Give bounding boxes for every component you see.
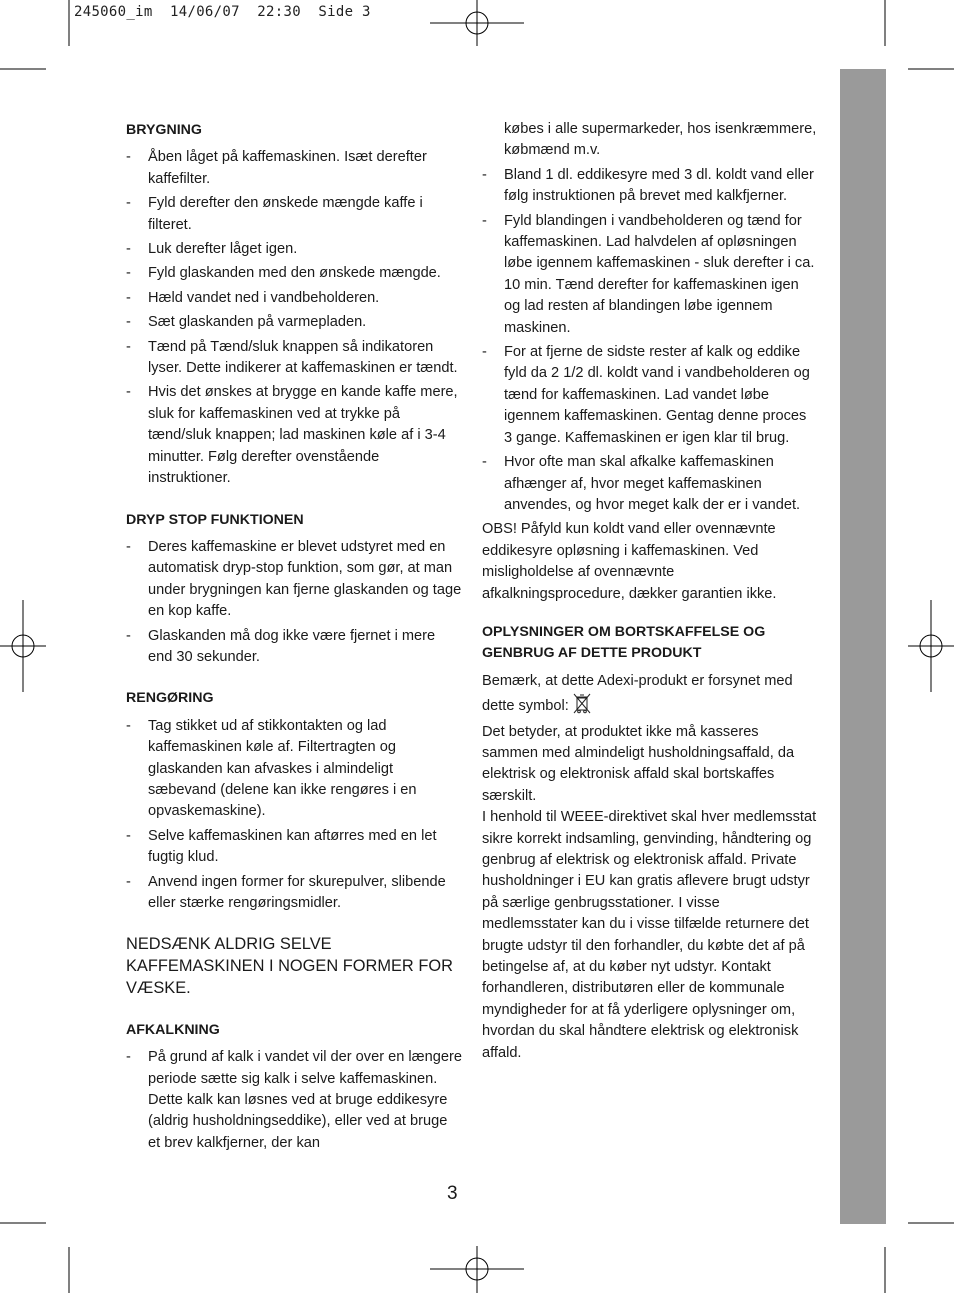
list-item: - Deres kaffemaskine er blevet udstyret med en automatisk dryp-stop funktion, som gør, at man under brygningen kan fjerne glaskanden og tage en kop kaffe. bbox=[126, 537, 462, 623]
list-item: - Fyld glaskanden med den ønskede mængde. bbox=[126, 263, 462, 284]
list-afkalkning-continued bbox=[482, 119, 818, 516]
list-rengoring bbox=[126, 716, 462, 915]
list-item: - Fyld derefter den ønskede mængde kaffe i filteret. bbox=[126, 193, 462, 236]
obs-note: OBS! Påfyld kun koldt vand eller ovennævnte eddikesyre opløsning i kaffemaskinen. Ved misligholdelse af ovennævnte afkalkningsprocedure, dækker garantien ikke. bbox=[482, 521, 777, 602]
list-item: - Hvis det ønskes at brygge en kande kaffe mere, sluk for kaffemaskinen ved at trykke på tænd/sluk knappen; lad maskinen køle af i 3-4 minutter. Følg derefter ovenstående instruktioner. bbox=[126, 382, 462, 489]
list-item: - Sæt glaskanden på varmepladen. bbox=[126, 312, 462, 333]
section-title-brygning: BRYGNING bbox=[126, 122, 202, 138]
list-item: - Luk derefter låget igen. bbox=[126, 239, 462, 260]
list-item: - Glaskanden må dog ikke være fjernet i mere end 30 sekunder. bbox=[126, 626, 462, 669]
list-item: - Bland 1 dl. eddikesyre med 3 dl. koldt vand eller følg instruktionen på brevet med kalkfjerner. bbox=[482, 165, 818, 208]
section-title-oplysninger: OPLYSNINGER OM BORTSKAFFELSE OG GENBRUG AF DETTE PRODUKT bbox=[482, 623, 766, 662]
list-item-continued: købes i alle supermarkeder, hos isenkræmmere, købmænd m.v. bbox=[504, 121, 817, 159]
section-title-dryp: DRYP STOP FUNKTIONEN bbox=[126, 511, 304, 528]
section-title-rengoring: RENGØRING bbox=[126, 690, 214, 707]
paragraph: I henhold til WEEE-direktivet skal hver medlemsstat sikre korrekt indsamling, genvinding, håndtering og genbrug af elektrisk og elektronisk affald. Private husholdninger i EU kan gratis aflevere brugt udstyr på særlige genbrugsstationer. I visse medlemsstater kan du i visse tilfælde returnere det brugte udstyr til den forhandler, du købte det af på betingelse af, at du køber nyt udstyr. Kontakt forhandleren, distributøren eller de kommunale myndigheder for at få yderligere oplysninger om, hvordan du skal håndtere elektrisk og elektronisk affald. bbox=[482, 809, 817, 1061]
list-item: - Fyld blandingen i vandbeholderen og tænd for kaffemaskinen. Lad halvdelen af opløsningen løbe igennem kaffemaskinen - sluk derefter i ca. 10 min. Tænd derefter for kaffemaskinen igen og lad resten af blandingen løbe igennem maskinen. bbox=[482, 211, 818, 339]
symbol-paragraph bbox=[482, 671, 818, 722]
section-title-afkalkning: AFKALKNING bbox=[126, 1021, 220, 1038]
symbol-text: Bemærk, at dette Adexi-produkt er forsynet med dette symbol: bbox=[482, 672, 793, 715]
list-item: - For at fjerne de sidste rester af kalk og eddike fyld da 2 1/2 dl. koldt vand i vandbeholderen og tænd for kaffemaskinen. Lad vandet løbe igennem kaffemaskinen. Gentag denne proces 3 gange. Kaffemaskinen er igen klar til brug. bbox=[482, 342, 818, 449]
side-tab-band bbox=[840, 69, 886, 1224]
list-item: - Anvend ingen former for skurepulver, slibende eller stærke rengøringsmidler. bbox=[126, 872, 462, 915]
paragraph: Det betyder, at produktet ikke må kasseres sammen med almindeligt husholdningsaffald, da elektrisk og elektronisk affald skal bortskaffes særskilt. bbox=[482, 723, 795, 804]
right-column bbox=[482, 119, 818, 1064]
list-item: - Tænd på Tænd/sluk knappen så indikatoren lyser. Dette indikerer at kaffemaskinen er tændt. bbox=[126, 337, 462, 380]
list-item: - Hvor ofte man skal afkalke kaffemaskinen afhænger af, hvor meget kaffemaskinen anvendes, og hvor meget kalk der er i vandet. bbox=[482, 452, 818, 516]
list-dryp bbox=[126, 537, 462, 668]
left-column bbox=[126, 120, 462, 1174]
print-slug: 245060_im 14/06/07 22:30 Side 3 bbox=[74, 4, 371, 20]
list-item: - På grund af kalk i vandet vil der over en længere periode sætte sig kalk i selve kaffemaskinen. Dette kalk kan løsnes ved at bruge eddikesyre (aldrig husholdningseddike), eller ved at bruge et brev kalkfjerner, der kan bbox=[126, 1047, 462, 1154]
list-item: - Selve kaffemaskinen kan aftørres med en let fugtig klud. bbox=[126, 826, 462, 869]
weee-bin-icon bbox=[573, 692, 591, 721]
list-brygning bbox=[126, 147, 462, 489]
list-item: - Åben låget på kaffemaskinen. Isæt derefter kaffefilter. bbox=[126, 147, 462, 190]
list-afkalkning bbox=[126, 1047, 462, 1154]
warning-heading: NEDSÆNK ALDRIG SELVE KAFFEMASKINEN I NOGEN FORMER FOR VÆSKE. bbox=[126, 935, 453, 997]
page-number: 3 bbox=[447, 1183, 458, 1204]
list-item: - Tag stikket ud af stikkontakten og lad kaffemaskinen køle af. Filtertragten og glaskanden kan afvaskes i almindeligt sæbevand (delene kan ikke rengøres i en opvaskemaskine). bbox=[126, 716, 462, 823]
list-item: - Hæld vandet ned i vandbeholderen. bbox=[126, 288, 462, 309]
